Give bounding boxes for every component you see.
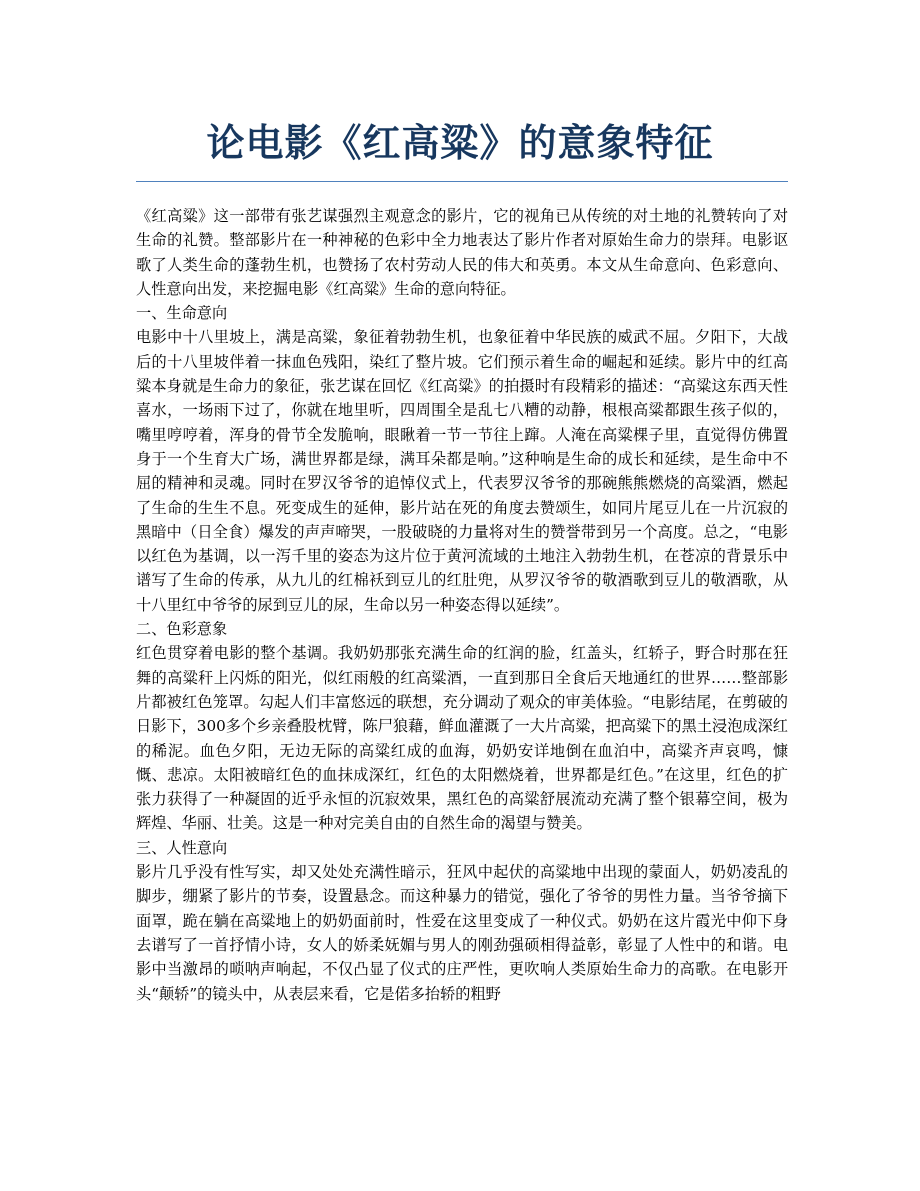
section-heading-color: 二、色彩意象 bbox=[136, 620, 228, 639]
section-heading-humanity: 三、人性意向 bbox=[136, 838, 228, 857]
title-divider bbox=[136, 181, 788, 182]
article-body bbox=[136, 204, 788, 1006]
section-text-life: 电影中十八里坡上，满是高粱，象征着勃勃生机，也象征着中华民族的威武不屈。夕阳下，大战后的十八里坡伴着一抹血色残阳，染红了整片坡。它们预示着生命的崛起和延续。影片中的红高粱本身就是生命力的象征，张艺谋在回忆《红高粱》的拍摄时有段精彩的描述：“高粱这东西天性喜水，一场雨下过了，你就在地里听，四周围全是乱七八糟的动静，根根高粱都跟生孩子似的，嘴里哼哼着，浑身的骨节全发脆响，眼瞅着一节一节往上蹿。人淹在高粱棵子里，直觉得仿佛置身于一个生育大广场，满世界都是绿，满耳朵都是响。”这种响是生命的成长和延续，是生命中不屈的精神和灵魂。同时在罗汉爷爷的追悼仪式上，代表罗汉爷爷的那碗熊熊燃烧的高粱酒，燃起了生命的生生不息。死变成生的延伸，影片站在死的角度去赞颂生，如同片尾豆儿在一片沉寂的黑暗中（日全食）爆发的声声啼哭，一股破晓的力量将对生的赞誉带到另一个高度。总之，“电影以红色为基调，以一泻千里的姿态为这片位于黄河流域的土地注入勃勃生机，在苍凉的背景乐中谱写了生命的传承，从九儿的红棉袄到豆儿的红肚兜，从罗汉爷爷的敬酒歌到豆儿的敬酒歌，从十八里红中爷爷的尿到豆儿的尿，生命以另一种姿态得以延续”。 bbox=[136, 328, 788, 614]
intro-paragraph: 《红高粱》这一部带有张艺谋强烈主观意念的影片，它的视角已从传统的对土地的礼赞转向了对生命的礼赞。整部影片在一种神秘的色彩中全力地表达了影片作者对原始生命力的崇拜。电影讴歌了人类生命的蓬勃生机，也赞扬了农村劳动人民的伟大和英勇。本文从生命意向、色彩意向、人性意向出发，来挖掘电影《红高粱》生命的意向特征。 bbox=[136, 207, 788, 298]
section-heading-life: 一、生命意向 bbox=[136, 304, 228, 323]
section-text-humanity: 影片几乎没有性写实，却又处处充满性暗示，狂风中起伏的高粱地中出现的蒙面人，奶奶凌乱的脚步，绷紧了影片的节奏，设置悬念。而这种暴力的错觉，强化了爷爷的男性力量。当爷爷摘下面罩，跪在躺在高粱地上的奶奶面前时，性爱在这里变成了一种仪式。奶奶在这片霞光中仰下身去谱写了一首抒情小诗，女人的娇柔妩媚与男人的刚劲强硕相得益彰，彰显了人性中的和谐。电影中当激昂的唢呐声响起，不仅凸显了仪式的庄严性，更吹响人类原始生命力的高歌。在电影开头“颠轿”的镜头中，从表层来看，它是偌多抬轿的粗野 bbox=[136, 863, 788, 1003]
page-title: 论电影《红高粱》的意象特征 bbox=[206, 121, 714, 165]
section-text-color: 红色贯穿着电影的整个基调。我奶奶那张充满生命的红润的脸，红盖头，红轿子，野合时那在狂舞的高粱秆上闪烁的阳光，似红雨般的红高粱酒，一直到那日全食后天地通红的世界……整部影片都被红色笼罩。勾起人们丰富悠远的联想，充分调动了观众的审美体验。“电影结尾，在剪破的日影下，300多个乡亲叠股枕臂，陈尸狼藉，鲜血灌溉了一大片高粱，把高粱下的黑土浸泡成深红的稀泥。血色夕阳，无边无际的高粱红成的血海，奶奶安详地倒在血泊中，高粱齐声哀鸣，慷慨、悲凉。太阳被暗红色的血抹成深红，红色的太阳燃烧着，世界都是红色。”在这里，红色的扩张力获得了一种凝固的近乎永恒的沉寂效果，黑红色的高粱舒展流动充满了整个银幕空间，极为辉煌、华丽、壮美。这是一种对完美自由的自然生命的渴望与赞美。 bbox=[136, 644, 788, 833]
